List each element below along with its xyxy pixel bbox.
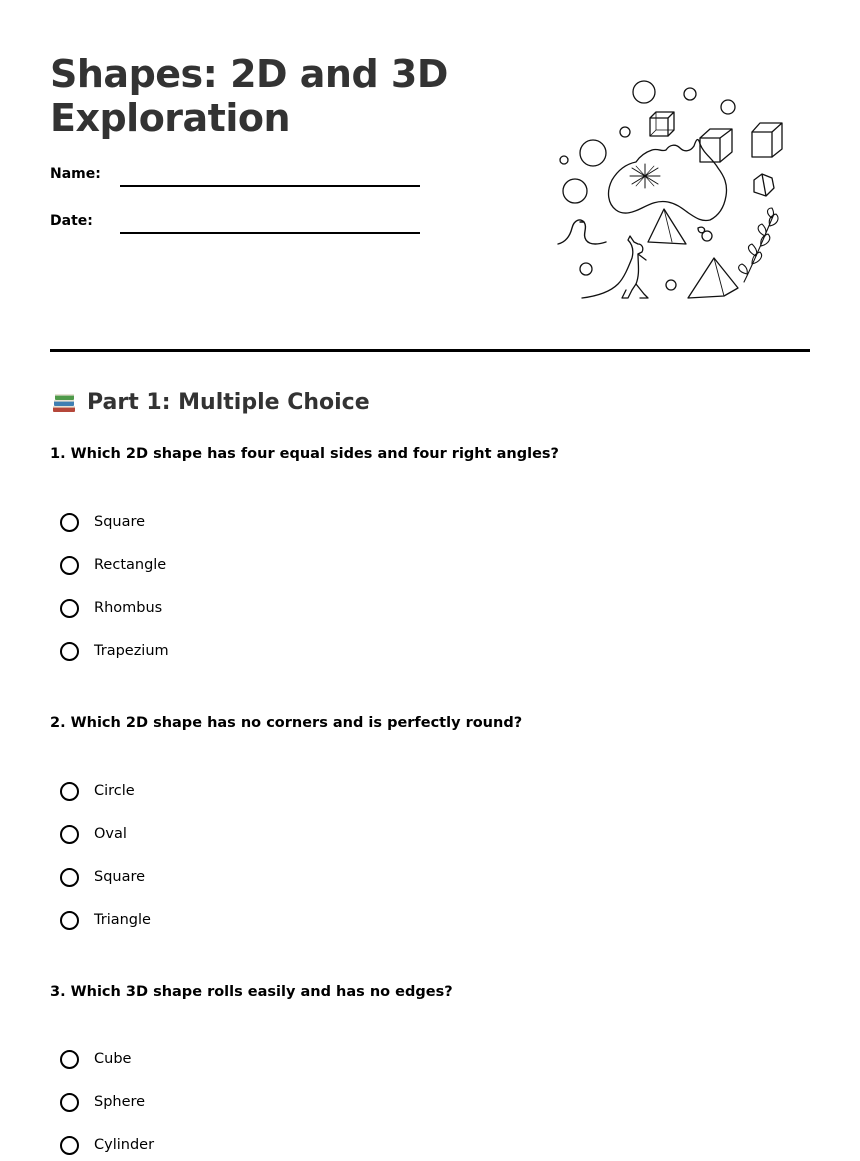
- radio-button[interactable]: [60, 825, 79, 844]
- pyramid-shape: [688, 258, 738, 298]
- option-2-d[interactable]: [60, 907, 151, 933]
- option-1-a[interactable]: [60, 509, 145, 535]
- radio-button[interactable]: [60, 868, 79, 887]
- radio-button[interactable]: [60, 782, 79, 801]
- option-3-b[interactable]: [60, 1089, 145, 1115]
- circle-shape: [580, 263, 592, 275]
- cube-shape: [752, 123, 782, 157]
- name-label: Name:: [50, 166, 101, 182]
- section-title-text: Part 1: Multiple Choice: [87, 389, 370, 415]
- option-label: Square: [94, 869, 146, 885]
- radio-button[interactable]: [60, 1050, 79, 1069]
- option-label: Circle: [94, 783, 135, 799]
- option-1-d[interactable]: [60, 638, 169, 664]
- option-label: Cylinder: [94, 1137, 155, 1153]
- date-input-line[interactable]: [120, 232, 420, 234]
- radio-button[interactable]: [60, 911, 79, 930]
- circle-shape: [666, 280, 676, 290]
- branch-shape: [739, 208, 778, 282]
- section-title: [50, 388, 370, 416]
- section-divider: [50, 349, 810, 352]
- shapes-illustration: [548, 72, 798, 312]
- option-label: Rectangle: [94, 557, 167, 573]
- gem-shape: [754, 174, 774, 196]
- circle-shape: [560, 156, 568, 164]
- option-label: Trapezium: [94, 643, 169, 659]
- circle-shape: [633, 81, 655, 103]
- question-3: 3. Which 3D shape rolls easily and has no edges?: [50, 984, 453, 1000]
- radio-button[interactable]: [60, 1136, 79, 1155]
- circle-shape: [580, 140, 606, 166]
- option-label: Rhombus: [94, 600, 163, 616]
- circle-shape: [563, 179, 587, 203]
- option-3-c[interactable]: [60, 1132, 154, 1158]
- circle-shape: [620, 127, 630, 137]
- option-1-c[interactable]: [60, 595, 162, 621]
- option-1-b[interactable]: [60, 552, 166, 578]
- radio-button[interactable]: [60, 599, 79, 618]
- name-field: [50, 166, 430, 196]
- date-label: Date:: [50, 213, 93, 229]
- flag-icon: [630, 164, 660, 188]
- option-2-c[interactable]: [60, 864, 145, 890]
- australia-map: [609, 140, 727, 221]
- books-icon: [50, 388, 78, 416]
- radio-button[interactable]: [60, 1093, 79, 1112]
- option-label: Square: [94, 514, 146, 530]
- option-label: Sphere: [94, 1094, 146, 1110]
- option-label: Oval: [94, 826, 127, 842]
- option-2-b[interactable]: [60, 821, 127, 847]
- island-shape: [698, 227, 705, 233]
- option-2-a[interactable]: [60, 778, 135, 804]
- cube-shape: [650, 112, 674, 136]
- question-2: 2. Which 2D shape has no corners and is perfectly round?: [50, 715, 523, 731]
- cube-shape: [700, 129, 732, 162]
- option-label: Cube: [94, 1051, 132, 1067]
- option-3-a[interactable]: [60, 1046, 131, 1072]
- option-label: Triangle: [94, 912, 151, 928]
- radio-button[interactable]: [60, 556, 79, 575]
- circle-shape: [684, 88, 696, 100]
- question-1: 1. Which 2D shape has four equal sides and four right angles?: [50, 446, 559, 462]
- circle-shape: [721, 100, 735, 114]
- snake-shape: [558, 220, 606, 244]
- pyramid-shape: [648, 209, 686, 244]
- radio-button[interactable]: [60, 513, 79, 532]
- date-field: [50, 213, 430, 243]
- worksheet-title: Shapes: 2D and 3D Exploration: [50, 52, 448, 140]
- name-input-line[interactable]: [120, 185, 420, 187]
- radio-button[interactable]: [60, 642, 79, 661]
